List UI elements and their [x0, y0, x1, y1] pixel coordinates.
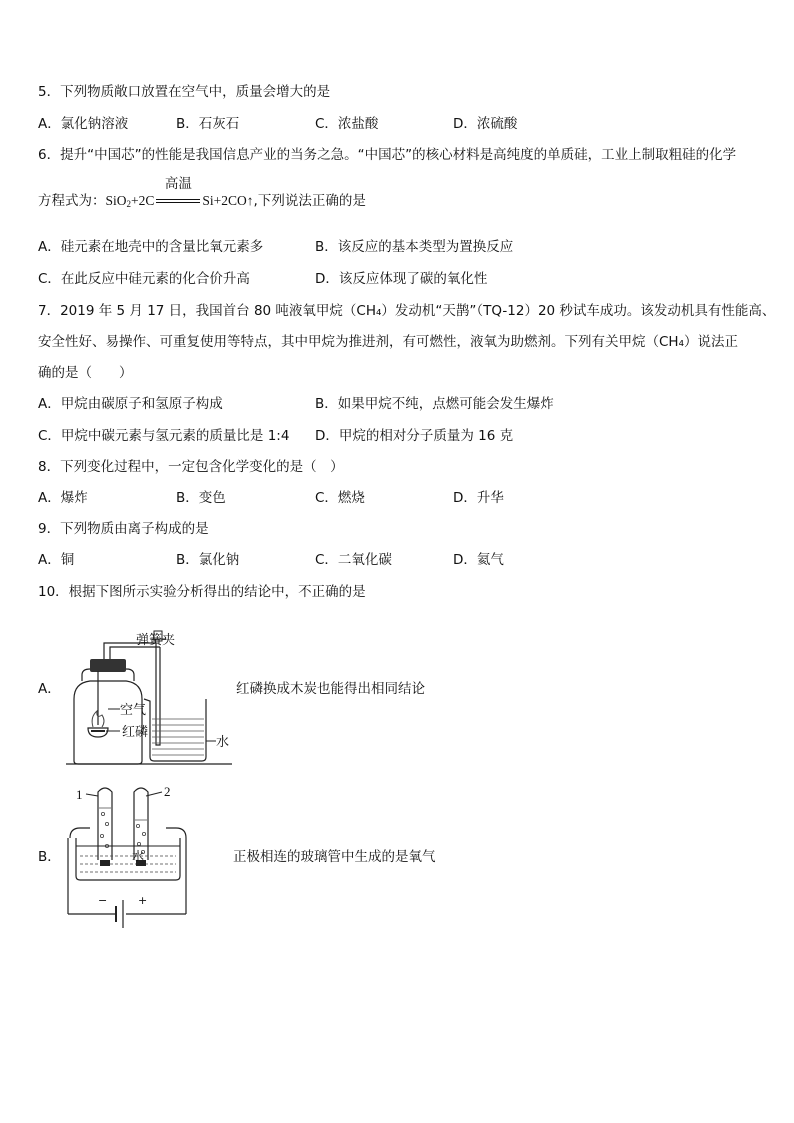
battery-icon [116, 900, 123, 928]
q6-eq-condition: 高温 [156, 192, 200, 210]
q6-equation-line [38, 176, 366, 213]
water-trough [76, 838, 180, 880]
label-water: 水 [132, 849, 145, 863]
q9-option-d: D．氦气 [453, 552, 504, 568]
q6-option-d: D．该反应体现了碳的氧化性 [315, 271, 488, 287]
label-water: 水 [216, 735, 230, 750]
label-tube-2: 2 [164, 784, 171, 799]
q7-stem-line3: 确的是（ ） [38, 365, 133, 381]
q6-eq-right: Si+2CO↑ [202, 193, 254, 208]
q5-option-d: D．浓硫酸 [453, 116, 518, 132]
q6-option-a: A．硅元素在地壳中的含量比氧元素多 [38, 239, 264, 255]
q10-option-a-letter: A． [38, 681, 61, 697]
q9-option-a: A．铜 [38, 552, 75, 568]
q8-option-d: D．升华 [453, 490, 504, 506]
label-air: 空气 [120, 703, 147, 718]
beaker [144, 699, 216, 761]
q5-option-c: C．浓盐酸 [315, 116, 379, 132]
q10-stem: 10．根据下图所示实验分析得出的结论中，不正确的是 [38, 584, 366, 600]
q6-eq-prefix: 方程式为： [38, 193, 106, 209]
q5-option-b: B．石灰石 [176, 116, 240, 132]
q5-stem: 5．下列物质敞口放置在空气中，质量会增大的是 [38, 84, 331, 100]
rubber-stopper [90, 659, 126, 672]
q6-stem: 6．提升“中国芯”的性能是我国信息产业的当务之急。“中国芯”的核心材料是高纯度的单质硅，工业上制取粗硅的化学 [38, 147, 737, 163]
combustion-apparatus-figure [60, 625, 240, 770]
label-red-phosphorus: 红磷 [122, 725, 149, 740]
combustion-spoon [88, 728, 108, 737]
q8-stem: 8．下列变化过程中，一定包含化学变化的是（ ） [38, 459, 344, 475]
q7-option-b: B．如果甲烷不纯，点燃可能会发生爆炸 [315, 396, 554, 412]
q10-option-a-text: 红磷换成木炭也能得出相同结论 [236, 681, 425, 697]
electrolysis-apparatus-figure [62, 780, 192, 932]
label-positive: + [138, 894, 148, 907]
q6-option-b: B．该反应的基本类型为置换反应 [315, 239, 514, 255]
label-negative: − [98, 894, 108, 907]
q9-option-c: C．二氧化碳 [315, 552, 392, 568]
q9-option-b: B．氯化钠 [176, 552, 240, 568]
q8-option-c: C．燃烧 [315, 490, 365, 506]
label-spring-clip: 弹簧夹 [136, 633, 176, 648]
q8-option-a: A．爆炸 [38, 490, 88, 506]
q10-option-b-letter: B． [38, 849, 61, 865]
q7-stem-line1: 7．2019 年 5 月 17 日，我国首台 80 吨液氧甲烷（CH₄）发动机“天鹊”（TQ-12）20 秒试车成功。该发动机具有性能高、 [38, 303, 776, 319]
q9-stem: 9．下列物质由离子构成的是 [38, 521, 209, 537]
q6-eq-left: SiO$_2$+2C [105, 193, 155, 209]
q7-option-d: D．甲烷的相对分子质量为 16 克 [315, 428, 514, 444]
q7-stem-line2: 安全性好、易操作、可重复使用等特点，其中甲烷为推进剂，有可燃性，液氧为助燃剂。下列有关甲烷（CH₄）说法正 [38, 334, 738, 350]
q7-option-a: A．甲烷由碳原子和氢原子构成 [38, 396, 223, 412]
q7-option-c: C．甲烷中碳元素与氢元素的质量比是 1:4 [38, 428, 290, 444]
electrode-negative [100, 860, 110, 866]
label-tube-1: 1 [76, 787, 83, 802]
q6-option-c: C．在此反应中硅元素的化合价升高 [38, 271, 250, 287]
q8-option-b: B．变色 [176, 490, 226, 506]
q6-eq-suffix: ,下列说法正确的是 [253, 193, 366, 209]
q5-option-a: A．氯化钠溶液 [38, 116, 129, 132]
q10-option-b-text: 正极相连的玻璃管中生成的是氧气 [233, 849, 436, 865]
